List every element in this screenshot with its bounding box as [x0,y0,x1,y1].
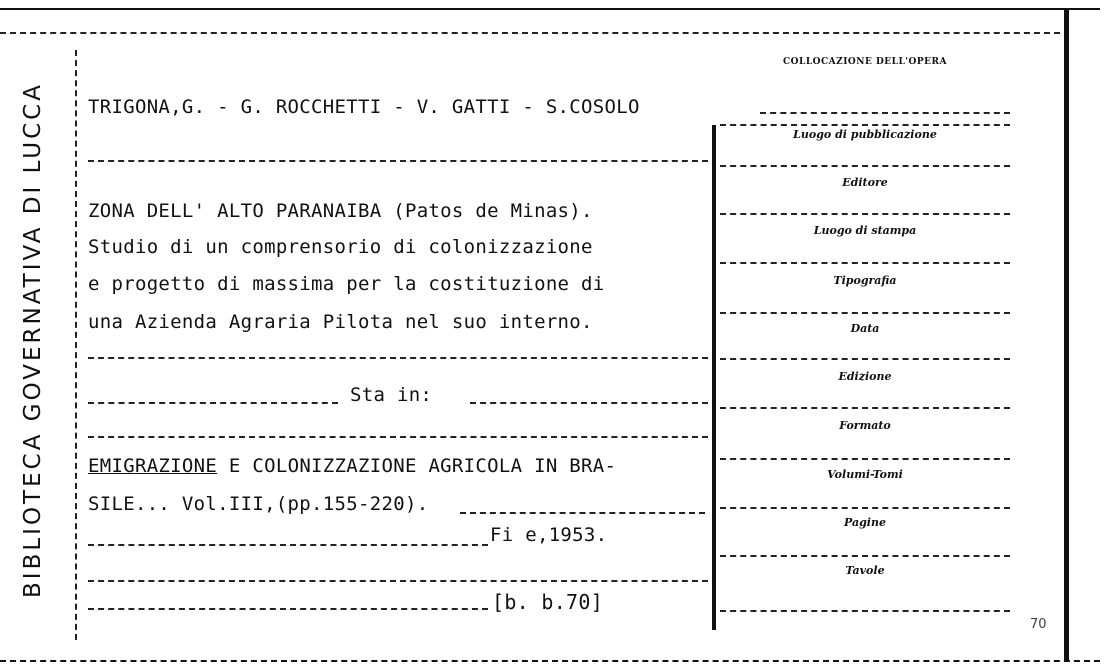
source-rule-2 [460,512,705,514]
field-volumi-tomi: Volumi-Tomi [827,468,903,481]
field-rule-7 [720,407,1010,409]
field-rule-4 [720,262,1010,264]
field-pagine: Pagine [844,516,886,529]
field-editore: Editore [842,176,888,189]
source-line-2: SILE... Vol.III,(pp.155-220). [88,493,429,515]
field-rule-10 [720,555,1010,557]
source-series-underlined: EMIGRAZIONE [88,455,218,477]
field-rule-5 [720,312,1010,314]
sta-in-label: Sta in: [350,384,433,406]
field-data: Data [850,322,880,335]
field-rule-6 [720,358,1010,360]
source-series-rest: E COLONIZZAZIONE AGRICOLA IN BRA- [217,455,617,477]
field-formato: Formato [839,419,891,432]
blank-rule-4 [88,580,708,582]
field-rule-8 [720,458,1010,460]
title-line-2: Studio di un comprensorio di colonizzazione [88,236,593,258]
field-rule-9 [720,507,1010,509]
column-divider [712,125,716,630]
source-line-3: Fi e,1953. [490,524,608,546]
title-line-3: e progetto di massima per la costituzione di [88,273,605,295]
field-edizione: Edizione [838,370,892,383]
left-margin-line [75,50,77,640]
right-border [1064,10,1069,660]
blank-rule-2 [88,357,708,359]
field-rule-11 [720,610,1010,612]
field-tipografia: Tipografia [833,274,897,287]
sta-in-rule-left [88,402,338,404]
title-line-1: ZONA DELL' ALTO PARANAIBA (Patos de Minas). [88,200,593,222]
collocation-heading: COLLOCAZIONE DELL'OPERA [783,57,947,67]
sta-in-rule-right [470,402,708,404]
corner-number: 70 [1030,617,1047,632]
bottom-border [0,660,1100,662]
source-line-1 [88,455,616,477]
title-line-4: una Azienda Agraria Pilota nel suo interno. [88,311,593,333]
field-rule-3 [720,213,1010,215]
top-border [0,8,1100,10]
authors-rule [760,112,1010,114]
field-rule-1 [720,124,1010,126]
source-rule-3 [88,544,488,546]
authors-line: TRIGONA,G. - G. ROCCHETTI - V. GATTI - S.COSOLO [88,96,640,118]
blank-rule-1 [88,160,708,162]
shelfmark: [b. b.70] [492,590,604,614]
field-luogo-stampa: Luogo di stampa [813,224,917,237]
field-tavole: Tavole [845,564,885,577]
field-luogo-pubblicazione: Luogo di pubblicazione [793,128,937,141]
top-dashed-line [0,32,1060,34]
blank-rule-3 [88,436,708,438]
shelfmark-rule [88,608,488,610]
library-stamp: BIBLIOTECA GOVERNATIVA DI LUCCA [20,82,46,598]
field-rule-2 [720,165,1010,167]
